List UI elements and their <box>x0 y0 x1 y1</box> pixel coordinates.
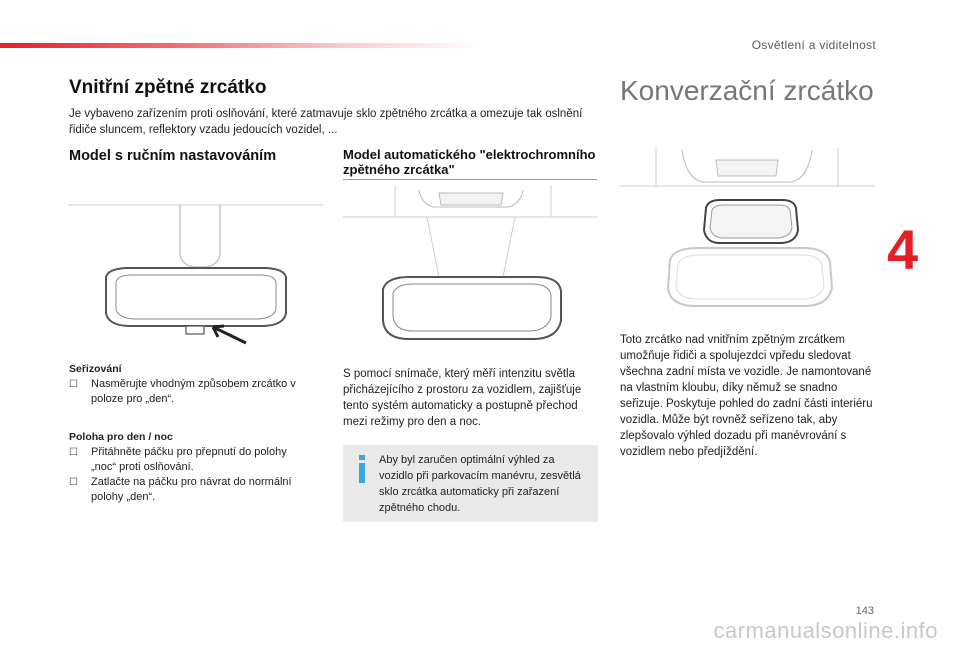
list-item: ☐ Nasměrujte vhodným způsobem zrcátko v poloze pro „den“. <box>69 378 296 405</box>
bullet-marker: ☐ <box>69 379 78 390</box>
info-icon <box>355 455 369 483</box>
conversation-mirror-text: Toto zrcátko nad vnitřním zpětným zrcátkem umožňuje řidiči a spolujezdci vpředu sledovat všechna zadní místa ve vozidle. Je namontované na vlastním kloubu, díky němuž se snadno seřizuje. Poskytuje pohled do zadní části interiéru vozidla. Může být rovněž seřízeno tak, aby zlepšovalo výhled dozadu při manévrování s vozidlem nebo předjíždění. <box>620 334 873 458</box>
daynight-label: Poloha pro den / noc <box>69 431 173 443</box>
info-box <box>343 445 598 522</box>
divider <box>343 179 597 180</box>
manual-model-title: Model s ručním nastavováním <box>69 148 277 164</box>
electrochromic-mirror-illustration <box>343 185 598 350</box>
conversation-mirror-illustration <box>620 148 875 318</box>
watermark: carmanualsonline.info <box>713 618 938 643</box>
auto-model-title: Model automatického "elektrochromního zpětného zrcátka" <box>343 147 596 177</box>
manual-mirror-illustration <box>68 185 323 350</box>
bullet-marker: ☐ <box>69 477 78 488</box>
auto-model-text: S pomocí snímače, který měří intenzitu světla přicházejícího z prostoru za vozidlem, zajišťuje tento systém automaticky a postupně přechod mezi režimy pro den a noc. <box>343 368 582 428</box>
page-number: 143 <box>855 605 874 617</box>
intro-text: Je vybaveno zařízením proti oslňování, které zatmavuje sklo zpětného zrcátka a omezuje tak oslnění řidiče sluncem, reflektory vzadu jedoucích vozidel, ... <box>69 108 583 136</box>
list-item: ☐ Zatlačte na páčku pro návrat do normální polohy „den“. <box>69 476 292 503</box>
info-text: Aby byl zaručen optimální výhled za vozidlo při parkovacím manévru, zesvětlá sklo zrcátka automaticky při zařazení zpětného chodu. <box>379 454 581 514</box>
chapter-number: 4 <box>887 218 919 281</box>
conversation-mirror-title: Konverzační zrcátko <box>620 75 874 106</box>
header-accent-bar <box>0 43 480 48</box>
bullet-marker: ☐ <box>69 447 78 458</box>
adjust-list <box>69 377 314 407</box>
page-title: Vnitřní zpětné zrcátko <box>69 77 267 98</box>
section-header: Osvětlení a viditelnost <box>751 38 876 52</box>
adjust-label: Seřizování <box>69 363 122 375</box>
daynight-list <box>69 445 314 505</box>
list-item: ☐ Přitáhněte páčku pro přepnutí do polohy „noc“ proti oslňování. <box>69 446 287 473</box>
